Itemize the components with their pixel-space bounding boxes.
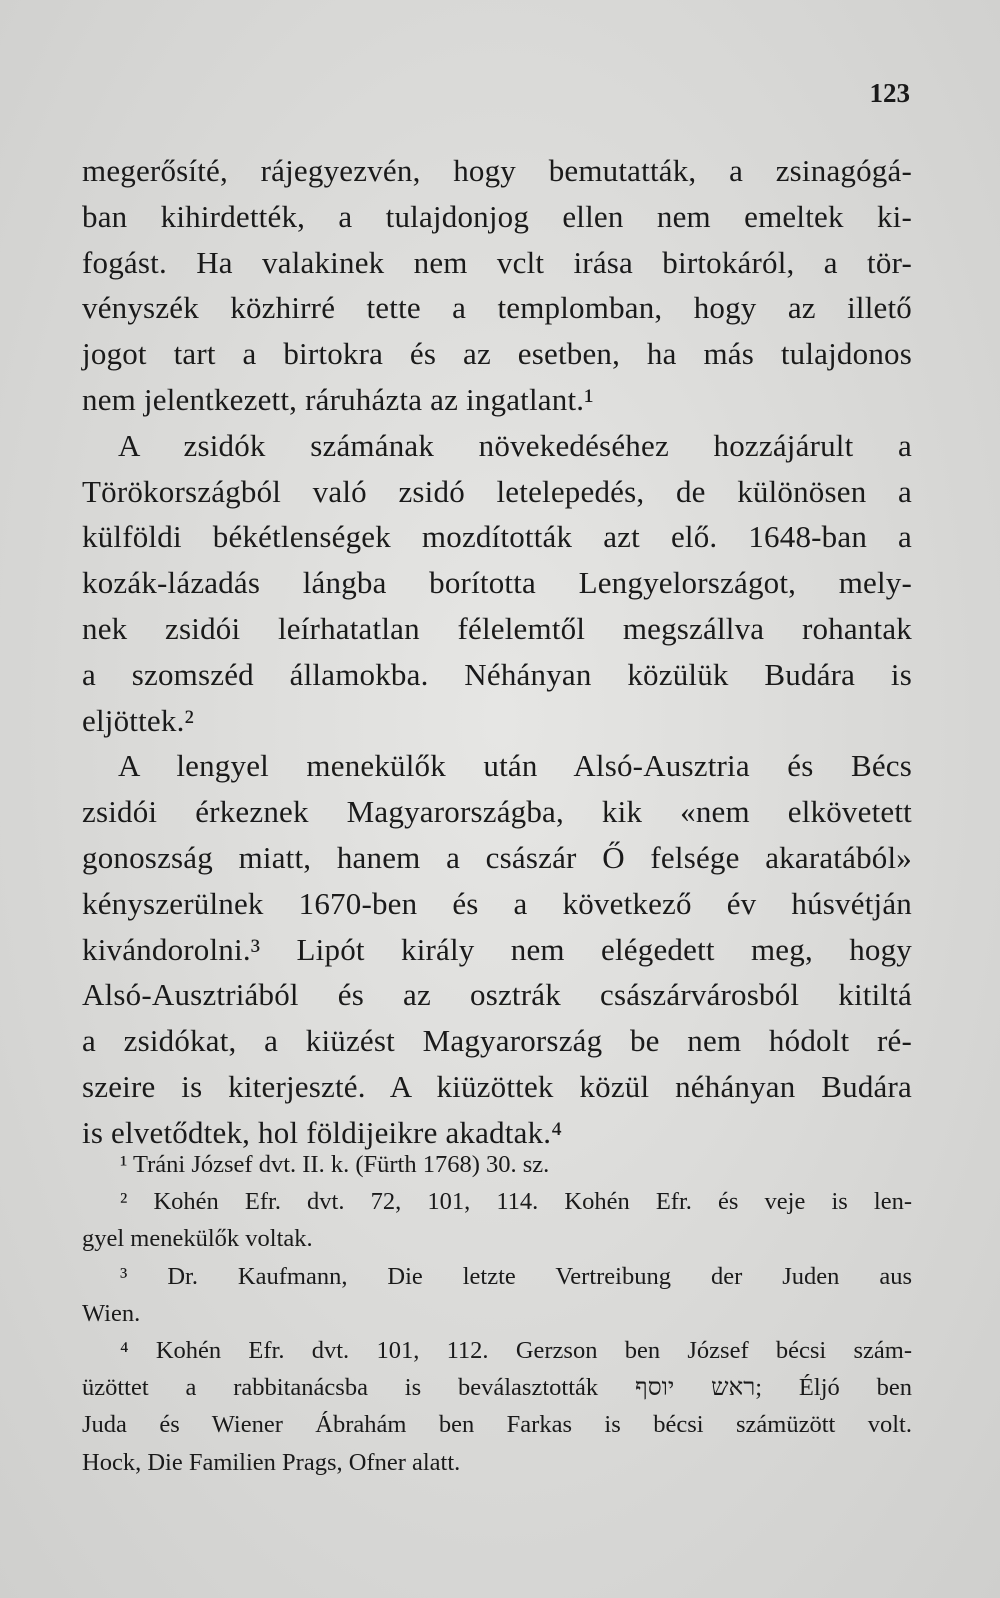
text-line: külföldi békétlenségek mozdították azt elő. 1648-ban a <box>82 519 912 555</box>
text-line: Alsó-Ausztriából és az osztrák császárvárosból kitiltá <box>82 977 912 1013</box>
text-line: vényszék közhirré tette a templomban, hogy az illető <box>82 290 912 326</box>
text-line: gonoszság miatt, hanem a császár Ő felsége akaratából» <box>82 839 912 875</box>
text-line: A lengyel menekülők után Alsó-Ausztria és Bécs <box>118 748 912 784</box>
text-line: szeire is kiterjeszté. A kiüzöttek közül néhányan Budára <box>82 1068 912 1104</box>
text-line: Törökországból való zsidó letelepedés, de különösen a <box>82 473 912 509</box>
footnote-line: gyel menekülők voltak. <box>82 1225 313 1253</box>
text-line: a szomszéd államokba. Néhányan közülük Budára is <box>82 656 912 692</box>
footnote-line: üzöttet a rabbitanácsba is beválasztották ראש יוסף; Éljó ben <box>82 1374 912 1402</box>
text-line: megerősíté, rájegyezvén, hogy bemutatták, a zsinagógá- <box>82 153 912 188</box>
footnotes <box>82 1146 912 1481</box>
text-line: nem jelentkezett, ráruházta az ingatlant.¹ <box>82 381 594 417</box>
footnote-line: ⁴ Kohén Efr. dvt. 101, 112. Gerzson ben József bécsi szám- <box>120 1336 912 1364</box>
page-number: 123 <box>869 78 910 108</box>
text-line: eljöttek.² <box>82 702 195 738</box>
text-line: fogást. Ha valakinek nem vclt irása birtokáról, a tör- <box>82 244 912 280</box>
text-line: is elvetődtek, hol földijeikre akadtak.⁴ <box>82 1114 563 1150</box>
text-line: kozák-lázadás lángba borította Lengyelországot, mely- <box>82 565 912 601</box>
footnote-line: ¹ Tráni József dvt. II. k. (Fürth 1768) 30. sz. <box>120 1151 550 1178</box>
footnote-line: ³ Dr. Kaufmann, Die letzte Vertreibung der Juden aus <box>120 1262 912 1290</box>
text-line: jogot tart a birtokra és az esetben, ha más tulajdonos <box>82 336 912 372</box>
text-line: A zsidók számának növekedéséhez hozzájárult a <box>118 427 912 463</box>
text-line: zsidói érkeznek Magyarországba, kik «nem elkövetett <box>82 794 912 830</box>
text-line: a zsidókat, a kiüzést Magyarország be nem hódolt ré- <box>82 1023 912 1059</box>
text-line: kivándorolni.³ Lipót király nem elégedett meg, hogy <box>82 931 912 967</box>
text-line: ban kihirdették, a tulajdonjog ellen nem emeltek ki- <box>82 198 912 234</box>
text-line: nek zsidói leírhatatlan félelemtől megszállva rohantak <box>82 610 912 646</box>
text-line: kényszerülnek 1670-ben és a következő év húsvétján <box>82 885 912 921</box>
footnote-line: Wien. <box>82 1299 141 1327</box>
main-text <box>82 148 912 1156</box>
footnote-line: ² Kohén Efr. dvt. 72, 101, 114. Kohén Efr. és veje is len- <box>120 1188 912 1216</box>
footnote-line: Hock, Die Familien Prags, Ofner alatt. <box>82 1448 461 1476</box>
footnote-line: Juda és Wiener Ábrahám ben Farkas is bécsi számüzött volt. <box>82 1411 912 1439</box>
